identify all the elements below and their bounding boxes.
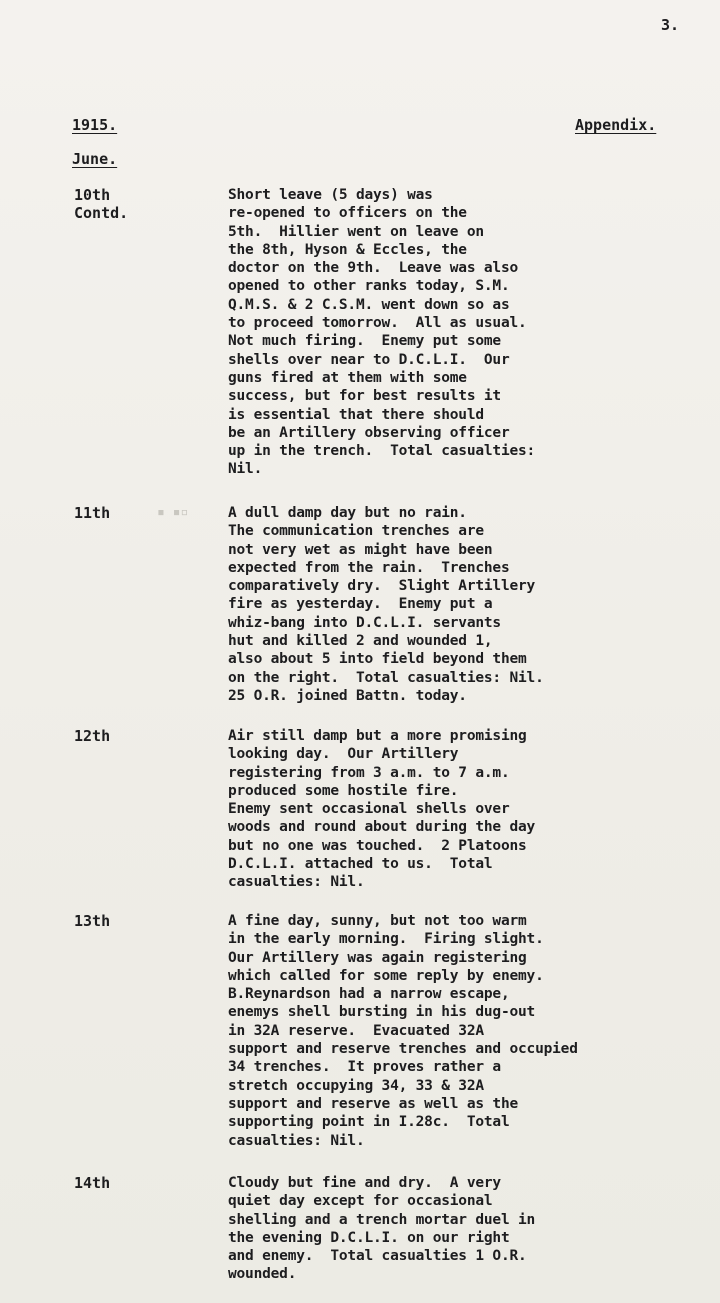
bleed-through-mark: ▪ ▪▫ — [157, 505, 189, 520]
entry-text: A dull damp day but no rain. The communication trenches are not very wet as might have been expected from the rain. Trenches comparatively dry. Slight Artillery fire as yesterday. Enemy put a whiz-bang into D.C.L.I. servants hut and killed 2 and wounded 1, also about 5 into field beyond them on the right. Total casualties: Nil. 25 O.R. joined Battn. today. — [228, 505, 544, 704]
entry-date: 14th — [74, 1174, 111, 1192]
entry-text: A fine day, sunny, but not too warm in the early morning. Firing slight. Our Artillery was again registering which called for some reply by enemy. B.Reynardson had a narrow escape, enemys shell bursting in his dug-out in 32A reserve. Evacuated 32A support and reserve trenches and occupied 34 trenches. It proves rather a stretch occupying 34, 33 & 32A support and reserve as well as the supporting point in I.28c. Total casualties: Nil. — [228, 913, 578, 1149]
entry-text: Air still damp but a more promising looking day. Our Artillery registering from 3 a.m. to 7 a.m. produced some hostile fire. Enemy sent occasional shells over woods and round about during the day but no one was touched. 2 Platoons D.C.L.I. attached to us. Total casualties: Nil. — [228, 728, 536, 891]
entry-text: Short leave (5 days) was re-opened to officers on the 5th. Hillier went on leave on the 8th, Hyson & Eccles, the doctor on the 9th. Leave was also opened to other ranks today, S.M. Q.M.S. & 2 C.S.M. went down so as to proceed tomorrow. All as usual. Not much firing. Enemy put some shells over near to D.C.L.I. Our guns fired at them with some success, but for best results it is essential that there should be an Artillery observing officer up in the trench. Total casualties: Nil. — [228, 187, 536, 478]
entry-date: 10th Contd. — [74, 186, 129, 223]
header-appendix: Appendix. — [575, 116, 657, 134]
entry-date: 11th — [74, 504, 111, 522]
entry-text: Cloudy but fine and dry. A very quiet day except for occasional shelling and a trench mortar duel in the evening D.C.L.I. on our right and enemy. Total casualties 1 O.R. wounded. — [228, 1175, 536, 1283]
header-month: June. — [72, 150, 118, 168]
page-number: 3. — [661, 16, 680, 34]
header-year: 1915. — [72, 116, 118, 134]
entry-date: 12th — [74, 727, 111, 745]
entry-date: 13th — [74, 912, 111, 930]
